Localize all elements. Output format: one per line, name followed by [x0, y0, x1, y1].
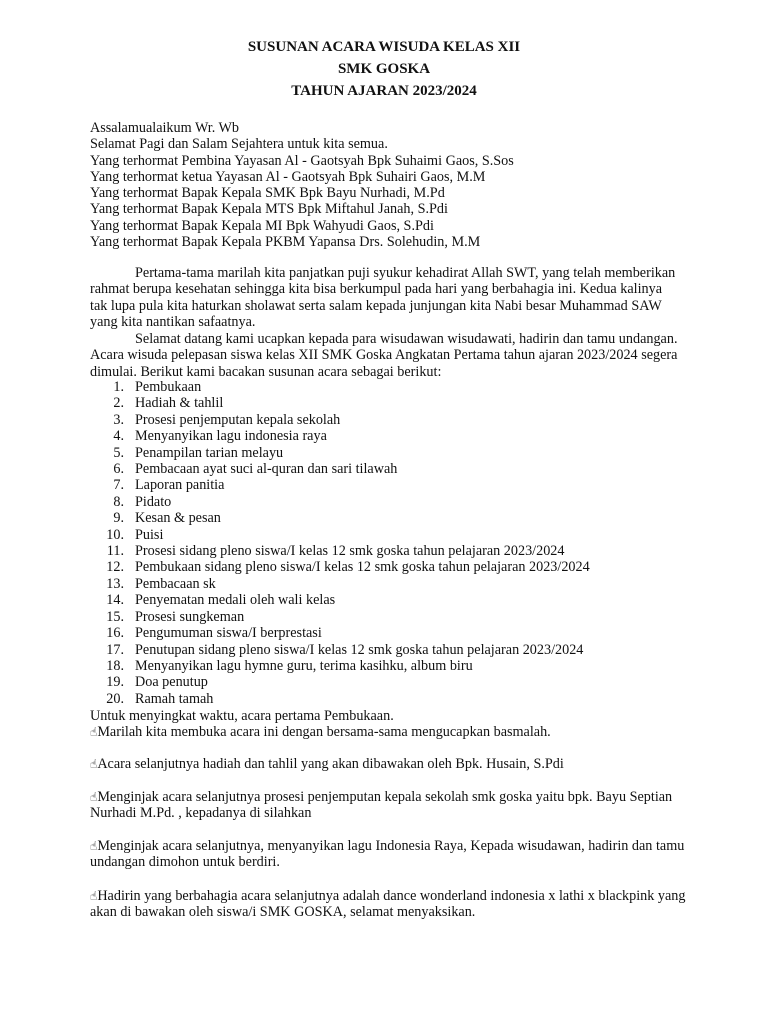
- opening-paragraph: Pertama-tama marilah kita panjatkan puji syukur kehadirat Allah SWT, yang telah memberikan rahmat berupa kesehatan sehingga kita bisa berkumpul pada hari yang berbahagia ini. Kedua kalinya tak lupa pula kita haturkan sholawat serta salam kepada junjungan kita Nabi besar Muhammad SAW yang kita nantikan safaatnya.: [90, 265, 676, 330]
- list-item: 16. Pengumuman siswa/I berprestasi: [106, 625, 322, 642]
- list-item: 20. Ramah tamah: [106, 690, 214, 707]
- greeting-line: Yang terhormat Bapak Kepala PKBM Yapansa Drs. Solehudin, M.M: [90, 234, 481, 251]
- list-item: 15. Prosesi sungkeman: [106, 608, 245, 625]
- greeting-line: Selamat Pagi dan Salam Sejahtera untuk kita semua.: [90, 136, 388, 153]
- list-item: 14. Penyematan medali oleh wali kelas: [106, 592, 336, 609]
- welcome-paragraph: Selamat datang kami ucapkan kepada para wisudawan wisudawati, hadirin dan tamu undangan. Acara wisuda pelepasan siswa kelas XII SMK Goska Angkatan Pertama tahun ajaran 2023/2024 segera dimulai. Berikut kami bacakan susunan acara sebagai berikut:: [90, 331, 678, 380]
- list-item: 4. Menyanyikan lagu indonesia raya: [113, 428, 327, 445]
- greeting-line: Assalamualaikum Wr. Wb: [90, 120, 240, 136]
- list-item: 11. Prosesi sidang pleno siswa/I kelas 12 smk goska tahun pelajaran 2023/2024: [106, 543, 565, 560]
- greeting-line: Yang terhormat Pembina Yayasan Al - Gaotsyah Bpk Suhaimi Gaos, S.Sos: [90, 152, 514, 169]
- bullet-paragraph: ☝Hadirin yang berbahagia acara selanjutnya adalah dance wonderland indonesia x lathi x blackpink yang akan di bawakan oleh siswa/i SMK GOSKA, selamat menyaksikan.: [90, 888, 686, 921]
- list-item: 9. Kesan & pesan: [113, 510, 221, 527]
- hand-point-icon: ☝: [90, 725, 98, 739]
- bullet-paragraph: ☝Menginjak acara selanjutnya, menyanyikan lagu Indonesia Raya, Kepada wisudawan, hadirin dan tamu undangan dimohon untuk berdiri.: [90, 838, 685, 871]
- list-item: 2. Hadiah & tahlil: [113, 395, 224, 412]
- list-item: 10. Puisi: [106, 526, 164, 543]
- after-list-line: Untuk menyingkat waktu, acara pertama Pembukaan.: [90, 708, 394, 724]
- list-item: 7. Laporan panitia: [113, 477, 225, 494]
- list-item: 19. Doa penutup: [106, 674, 208, 691]
- list-item: 17. Penutupan sidang pleno siswa/I kelas 12 smk goska tahun pelajaran 2023/2024: [106, 641, 584, 658]
- agenda-list: [90, 379, 590, 707]
- list-item: 18. Menyanyikan lagu hymne guru, terima kasihku, album biru: [106, 657, 473, 674]
- list-item: 3. Prosesi penjemputan kepala sekolah: [113, 411, 341, 428]
- document-title: SUSUNAN ACARA WISUDA KELAS XII: [247, 39, 521, 55]
- hand-point-icon: ☝: [90, 757, 98, 771]
- list-item: 6. Pembacaan ayat suci al-quran dan sari tilawah: [113, 461, 398, 478]
- greeting-line: Yang terhormat Bapak Kepala MI Bpk Wahyudi Gaos, S.Pdi: [90, 217, 434, 234]
- list-item: 8. Pidato: [113, 493, 172, 510]
- hand-point-icon: ☝: [90, 889, 98, 903]
- bullet-paragraph: ☝Menginjak acara selanjutnya prosesi penjemputan kepala sekolah smk goska yaitu bpk. Bayu Septian Nurhadi M.Pd. , kepadanya di silahkan: [90, 789, 673, 822]
- greetings-block: [90, 120, 514, 250]
- list-item: 5. Penampilan tarian melayu: [113, 444, 284, 461]
- academic-year: TAHUN AJARAN 2023/2024: [291, 83, 477, 99]
- greeting-line: Yang terhormat Bapak Kepala MTS Bpk Miftahul Janah, S.Pdi: [90, 201, 448, 218]
- greeting-line: Yang terhormat Bapak Kepala SMK Bpk Bayu Nurhadi, M.Pd: [90, 185, 445, 202]
- hand-point-icon: ☝: [90, 839, 98, 853]
- list-item: 13. Pembacaan sk: [106, 575, 216, 592]
- greeting-line: Yang terhormat ketua Yayasan Al - Gaotsyah Bpk Suhairi Gaos, M.M: [90, 168, 486, 185]
- list-item: 1. Pembukaan: [113, 379, 202, 395]
- school-name: SMK GOSKA: [337, 61, 431, 77]
- list-item: 12. Pembukaan sidang pleno siswa/I kelas 12 smk goska tahun pelajaran 2023/2024: [106, 559, 590, 576]
- bullet-paragraph: ☝Acara selanjutnya hadiah dan tahlil yang akan dibawakan oleh Bpk. Husain, S.Pdi: [90, 756, 564, 772]
- basmalah-line: ☝Marilah kita membuka acara ini dengan bersama-sama mengucapkan basmalah.: [90, 724, 551, 740]
- hand-point-icon: ☝: [90, 790, 98, 804]
